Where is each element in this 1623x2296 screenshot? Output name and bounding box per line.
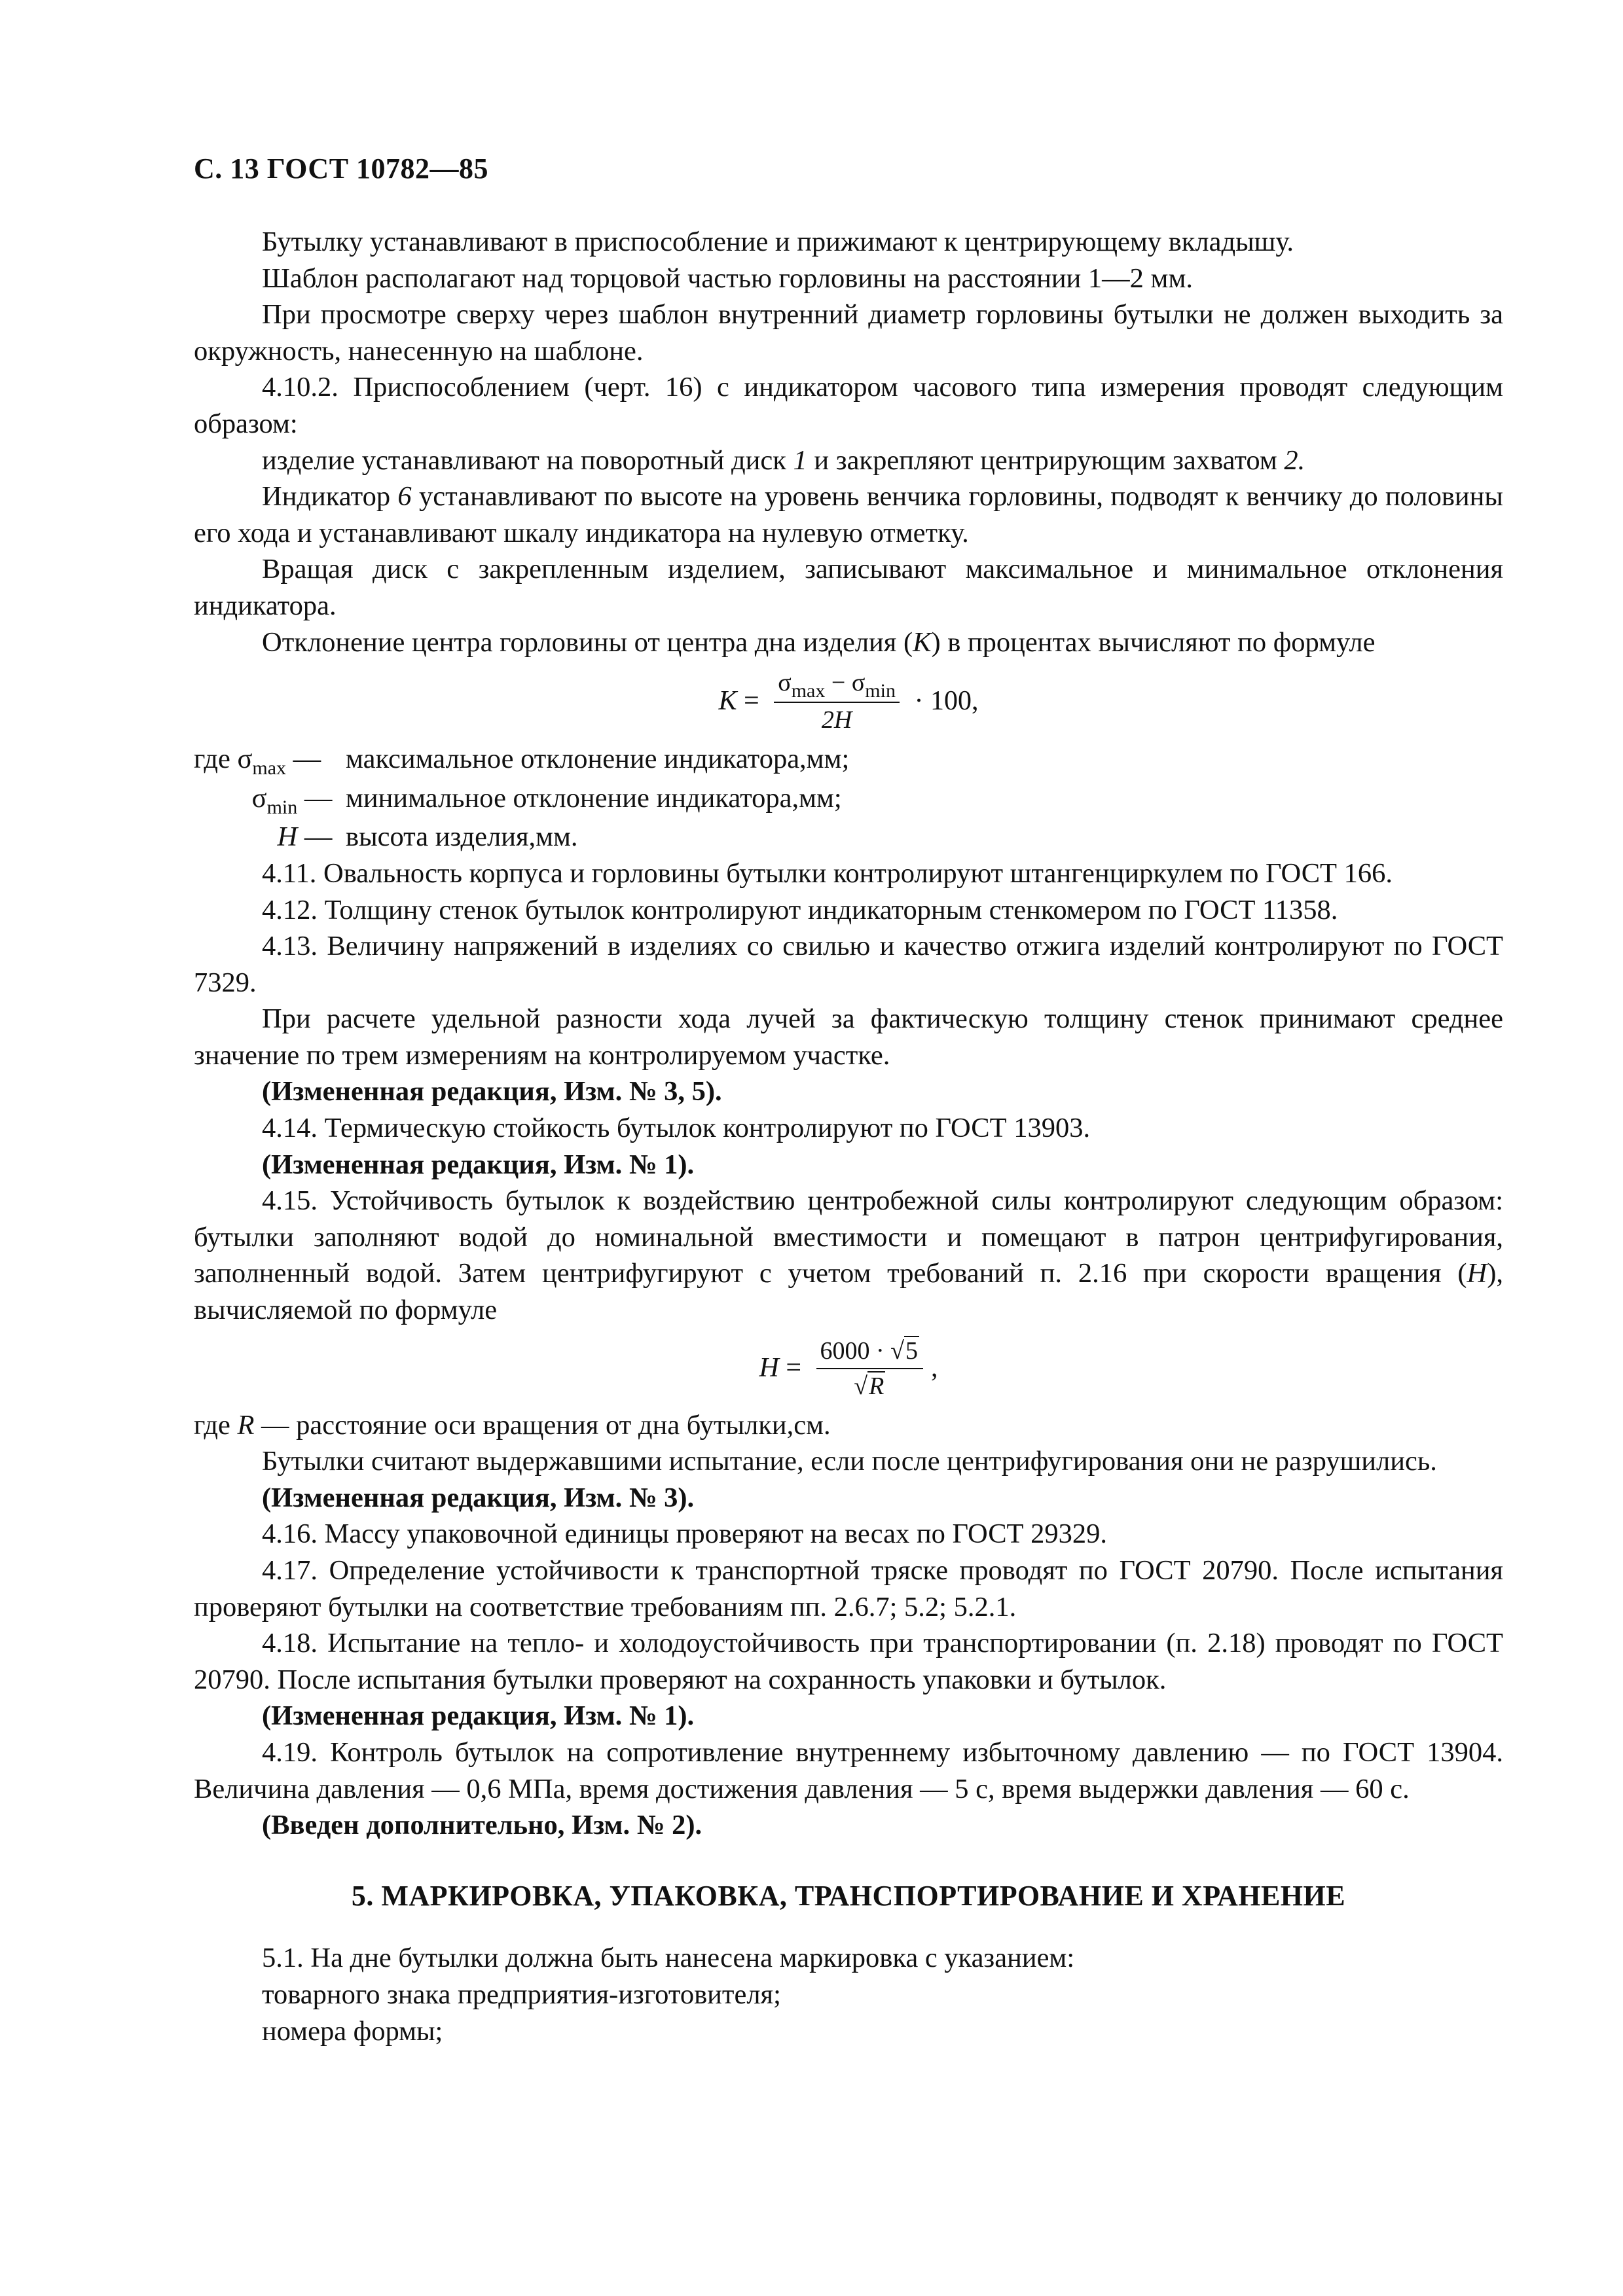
clause-4-17: 4.17. Определение устойчивости к транспортной тряске проводят по ГОСТ 20790. После испытания проверяют бутылки на соответствие требованиям пп. 2.6.7; 5.2; 5.2.1.	[194, 1555, 1503, 1623]
definition-row: $\sigma_{min}$ — минимальное отклонение индикатора,мм;	[251, 782, 842, 818]
paragraph: Шаблон располагают над торцовой частью горловины на расстоянии 1—2 мм.	[262, 262, 1193, 294]
paragraph: При просмотре сверху через шаблон внутренний диаметр горловины бутылки не должен выходить за окружность, нанесенную на шаблоне.	[194, 299, 1503, 367]
clause-4-14: 4.14. Термическую стойкость бутылок контролируют по ГОСТ 13903.	[262, 1113, 1091, 1144]
amendment-note: (Измененная редакция, Изм. № 3).	[262, 1482, 695, 1513]
amendment-note: (Измененная редакция, Изм. № 1).	[262, 1700, 695, 1732]
clause-5-1: 5.1. На дне бутылки должна быть нанесена маркировка с указанием:	[262, 1943, 1075, 1974]
page-header: С. 13 ГОСТ 10782—85	[194, 152, 489, 185]
formula-h-fraction: $\frac{6000 \cdot √5}{√R}$	[816, 1336, 924, 1401]
definition-row: где $\sigma_{max}$ — максимальное отклонение индикатора,мм;	[194, 744, 850, 780]
list-item: товарного знака предприятия-изготовителя;	[262, 1979, 781, 2010]
amendment-note: (Введен дополнительно, Изм. № 2).	[262, 1810, 702, 1841]
formula-k: K = $\frac{\sigma_{max} - \sigma_{min}}{2H}$ · 100,	[718, 669, 979, 734]
clause-4-15: 4.15. Устойчивость бутылок к воздействию центробежной силы контролируют следующим образом: бутылки заполняют водой до номинальной вместимости и помещают в патрон центрифугирования, заполненный водой. Затем центрифугируют с учетом требований п. 2.16 при скорости вращения (H), вычисляемой по формуле	[194, 1185, 1503, 1326]
paragraph: Бутылку устанавливают в приспособление и прижимают к центрирующему вкладышу.	[262, 226, 1294, 257]
formula-k-fraction: $\frac{\sigma_{max} - \sigma_{min}}{2H}$	[774, 668, 900, 734]
definition-row: H — высота изделия,мм.	[277, 821, 578, 853]
clause-4-11: 4.11. Овальность корпуса и горловины бутылки контролируют штангенциркулем по ГОСТ 166.	[262, 857, 1393, 889]
document-body	[194, 224, 1503, 2049]
formula-h: H = $\frac{6000 \cdot √5}{√R}$ ,	[759, 1336, 938, 1400]
clause-4-16: 4.16. Массу упаковочной единицы проверяют на весах по ГОСТ 29329.	[262, 1518, 1108, 1550]
amendment-note: (Измененная редакция, Изм. № 3, 5).	[262, 1076, 722, 1107]
formula-h-definition: где R — расстояние оси вращения от дна бутылки,см.	[194, 1409, 831, 1441]
amendment-note: (Измененная редакция, Изм. № 1).	[262, 1149, 695, 1180]
clause-4-12: 4.12. Толщину стенок бутылок контролируют индикаторным стенкомером по ГОСТ 11358.	[262, 894, 1338, 925]
clause-4-13: 4.13. Величину напряжений в изделиях со свилью и качество отжига изделий контролируют по ГОСТ 7329.	[194, 931, 1503, 998]
paragraph: Вращая диск с закрепленным изделием, записывают максимальное и минимальное отклонения индикатора.	[194, 554, 1503, 621]
formula-k-definitions	[194, 741, 1503, 855]
clause-4-10-2: 4.10.2. Приспособлением (черт. 16) с индикатором часового типа измерения проводят следующим образом:	[194, 372, 1503, 439]
section-5-title: 5. МАРКИРОВКА, УПАКОВКА, ТРАНСПОРТИРОВАНИЕ И ХРАНЕНИЕ	[351, 1879, 1346, 1912]
clause-4-18: 4.18. Испытание на тепло- и холодоустойчивость при транспортировании (п. 2.18) проводят по ГОСТ 20790. После испытания бутылки проверяют на сохранность упаковки и бутылок.	[194, 1628, 1503, 1695]
paragraph: изделие устанавливают на поворотный диск 1 и закрепляют центрирующим захватом 2.	[262, 444, 1305, 476]
clause-4-19: 4.19. Контроль бутылок на сопротивление внутреннему избыточному давлению — по ГОСТ 13904. Величина давления — 0,6 МПа, время достижения давления — 5 с, время выдержки давления — 60 с.	[194, 1736, 1503, 1804]
paragraph: Бутылки считают выдержавшими испытание, если после центрифугирования они не разрушились.	[262, 1446, 1437, 1477]
paragraph: Индикатор 6 устанавливают по высоте на уровень венчика горловины, подводят к венчику до половины его хода и устанавливают шкалу индикатора на нулевую отметку.	[194, 481, 1503, 548]
paragraph: Отклонение центра горловины от центра дна изделия (K) в процентах вычисляют по формуле	[262, 626, 1376, 658]
paragraph: При расчете удельной разности хода лучей за фактическую толщину стенок принимают среднее значение по трем измерениям на контролируемом участке.	[194, 1003, 1503, 1071]
list-item: номера формы;	[262, 2015, 443, 2047]
